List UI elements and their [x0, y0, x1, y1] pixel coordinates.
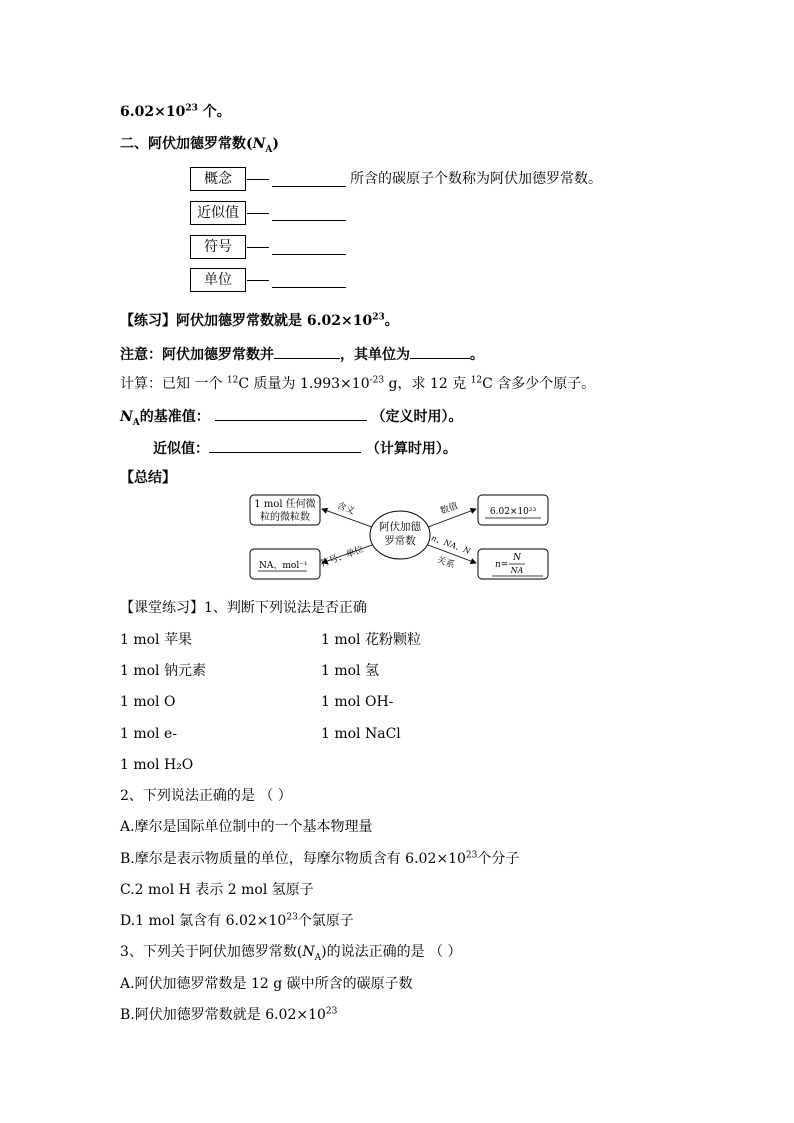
note-line	[120, 344, 484, 364]
calc-text: g，求 12 克	[384, 376, 471, 392]
box-unit: 单位	[190, 268, 246, 292]
concept-text: 所含的碳原子个数称为阿伏加德罗常数。	[350, 171, 602, 187]
practice-end: 。	[384, 313, 399, 329]
judge-item: 1 mol 钠元素	[120, 663, 206, 679]
answer-blank[interactable]	[272, 220, 346, 221]
judge-item: 1 mol NaCl	[321, 726, 401, 742]
calc-text: C 含多少个原子。	[482, 376, 596, 392]
approx-line	[153, 438, 457, 458]
q3-option-b	[120, 1006, 337, 1024]
judge-item: 1 mol 苹果	[120, 632, 192, 648]
class-practice-title: 【课堂练习】1、判断下列说法是否正确	[120, 600, 367, 616]
symbol-label: NA、mol⁻¹	[259, 561, 308, 571]
practice-exp: 23	[372, 312, 385, 323]
judge-item: 1 mol O	[120, 694, 176, 710]
answer-blank[interactable]	[272, 287, 346, 288]
summary-diagram	[245, 487, 555, 587]
box-symbol: 符号	[190, 235, 246, 259]
value-label: 6.02×10²³	[489, 507, 537, 517]
box-approx: 近似值	[190, 201, 246, 225]
q2-option-a: A.摩尔是国际单位制中的一个基本物理量	[120, 819, 373, 835]
option-text: 个氯原子	[297, 913, 354, 929]
judge-item: 1 mol OH-	[321, 694, 394, 710]
na-sub: A	[132, 417, 140, 428]
edge-label: 数值	[439, 501, 460, 517]
value-base: 6.02×10	[120, 104, 186, 120]
question-2-stem: 2、下列说法正确的是 （ ）	[120, 788, 292, 804]
note-end: 。	[470, 347, 484, 363]
edge-label: 含义	[335, 501, 356, 517]
edge-label: 关系	[435, 555, 456, 571]
meaning-label: 1 mol 任何微	[254, 499, 316, 510]
center-label: 阿伏加德	[379, 521, 421, 533]
answer-blank[interactable]	[215, 406, 367, 421]
center-label: 罗常数	[384, 535, 416, 547]
calc-text: C 质量为 1.993×10	[238, 376, 370, 392]
relation-n: n=	[495, 560, 509, 570]
approx-label: 近似值：	[153, 441, 209, 457]
calc-text: 计算：已知 一个	[120, 376, 227, 392]
option-exp: 23	[465, 850, 478, 861]
heading-symbol: N	[252, 136, 266, 152]
connector	[247, 247, 269, 248]
avogadro-value-line	[120, 103, 231, 121]
note-mid: ，其单位为	[340, 347, 410, 363]
judge-item: 1 mol e-	[120, 726, 178, 742]
approx-note: （计算时用）。	[365, 441, 457, 457]
connector	[247, 280, 269, 281]
option-exp: 23	[325, 1006, 338, 1017]
heading-sub: A	[265, 144, 273, 155]
answer-blank[interactable]	[272, 254, 346, 255]
relation-num: N	[513, 553, 521, 563]
stem-symbol: N	[302, 944, 315, 960]
note-text: 注意：阿伏加德罗常数并	[120, 347, 274, 363]
summary-title: 【总结】	[120, 470, 176, 486]
heading-text: 二、阿伏加德罗常数(	[120, 136, 253, 152]
heading-close: )	[272, 136, 280, 152]
answer-blank[interactable]	[410, 344, 470, 359]
option-text: 个分子	[477, 851, 520, 867]
practice-text: 【练习】阿伏加德罗常数就是 6.02×10	[120, 313, 373, 329]
judge-item: 1 mol H₂O	[120, 757, 194, 773]
option-exp: 23	[286, 912, 298, 923]
option-text: B.阿伏加德罗常数就是 6.02×10	[120, 1007, 326, 1023]
stem-sub: A	[314, 952, 322, 963]
mass-number: 12	[226, 375, 239, 386]
na-note: （定义时用）。	[371, 409, 463, 425]
na-symbol: N	[120, 409, 133, 425]
answer-blank[interactable]	[274, 344, 340, 359]
relation-den: NA	[510, 566, 524, 575]
option-text: D.1 mol 氯含有 6.02×10	[120, 913, 287, 929]
edge-label: n、NA、N	[430, 533, 472, 556]
judge-item: 1 mol 氢	[321, 663, 379, 679]
stem-text: 3、下列关于阿伏加德罗常数(	[120, 944, 303, 960]
connector	[247, 179, 269, 180]
value-tail: 个。	[197, 104, 231, 120]
stem-text: )的说法正确的是 （ ）	[321, 944, 462, 960]
value-exp: 23	[185, 103, 198, 114]
meaning-label: 粒的微粒数	[260, 512, 310, 523]
na-label: 的基准值：	[139, 409, 210, 425]
question-3-stem	[120, 943, 462, 961]
calc-line	[120, 375, 595, 393]
practice-line	[120, 312, 399, 330]
na-standard-line	[120, 406, 463, 426]
section-heading	[120, 135, 279, 153]
answer-blank[interactable]	[272, 186, 346, 187]
mass-number: 12	[470, 375, 483, 386]
q2-option-b	[120, 850, 519, 868]
calc-exp: -23	[369, 375, 385, 386]
judge-item: 1 mol 花粉颗粒	[321, 632, 421, 648]
q3-option-a: A.阿伏加德罗常数是 12 g 碳中所含的碳原子数	[120, 976, 413, 992]
q2-option-c: C.2 mol H 表示 2 mol 氢原子	[120, 882, 314, 898]
q2-option-d	[120, 912, 354, 930]
answer-blank[interactable]	[209, 438, 361, 453]
connector	[247, 213, 269, 214]
box-concept: 概念	[190, 167, 246, 191]
option-text: B.摩尔是表示物质量的单位，每摩尔物质含有 6.02×10	[120, 851, 466, 867]
edge-label: 符号、单位	[319, 544, 366, 570]
